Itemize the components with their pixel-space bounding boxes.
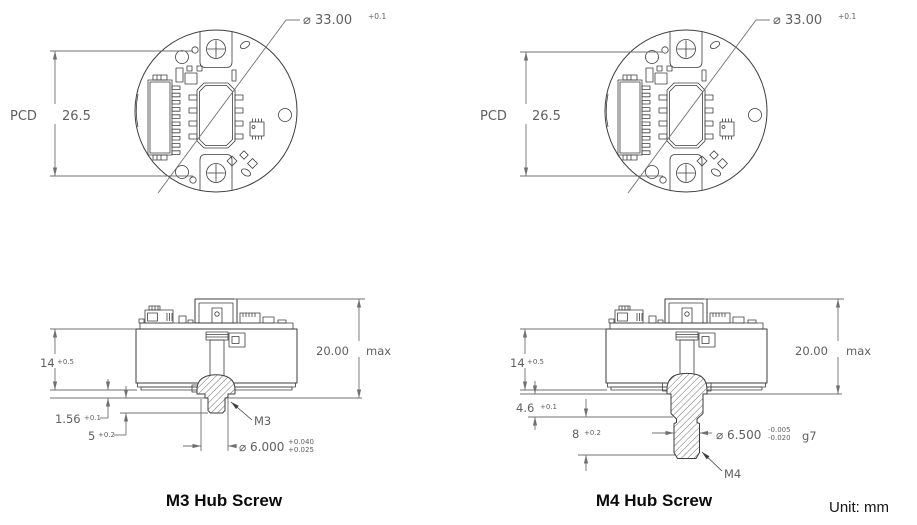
- m3-caption: M3 Hub Screw: [165, 491, 283, 510]
- m3-screw-protrusion: 5: [88, 429, 96, 443]
- m4-overall-height-qualifier: max: [846, 344, 872, 358]
- m4-hub-screw-section: [667, 373, 707, 458]
- m4-pilot-diameter-fit: g7: [802, 429, 817, 443]
- m3-head-protrusion-tol: +0.1: [84, 414, 101, 422]
- pcd-label-right: PCD: [480, 109, 507, 124]
- m3-hub-screw-section: [197, 375, 235, 413]
- m4-screw-protrusion-tol: +0.2: [584, 429, 601, 437]
- m3-screw-protrusion-tol: +0.2: [98, 431, 115, 439]
- m4-overall-height: 20.00: [795, 344, 828, 358]
- unit-label: Unit: mm: [829, 499, 889, 516]
- pcd-value-right: 26.5: [532, 109, 561, 124]
- m3-body-height: 14: [40, 356, 55, 370]
- pcb-top-view-right: [605, 20, 770, 193]
- m4-body-height-tol: +0.5: [527, 358, 544, 366]
- m4-screw-protrusion: 8: [572, 427, 580, 441]
- m3-thread-label: M3: [254, 414, 272, 428]
- m3-overall-height-qualifier: max: [366, 344, 392, 358]
- m4-pilot-diameter: ⌀ 6.500: [716, 428, 762, 442]
- diameter-label-left: ⌀ 33.00: [303, 13, 353, 28]
- m3-leader: [231, 402, 252, 420]
- m4-leader: [702, 452, 722, 471]
- diameter-label-right: ⌀ 33.00: [773, 13, 823, 28]
- m4-step-height: 4.6: [516, 401, 535, 415]
- pcd-label-left: PCD: [10, 109, 37, 124]
- m4-thread-label: M4: [724, 467, 742, 481]
- m3-hub-diameter-tol-lower: +0.025: [288, 446, 314, 454]
- diameter-tolerance-right: +0.1: [838, 12, 857, 21]
- m3-head-protrusion: 1.56: [55, 412, 81, 426]
- pcb-top-view-left: [135, 20, 300, 193]
- m4-pilot-diameter-tol-lower: -0.020: [768, 434, 791, 442]
- diameter-tolerance-left: +0.1: [368, 12, 387, 21]
- m4-caption: M4 Hub Screw: [595, 491, 713, 510]
- m3-hub-diameter: ⌀ 6.000: [239, 440, 285, 454]
- m4-step-height-tol: +0.1: [540, 403, 557, 411]
- m3-overall-height: 20.00: [316, 344, 349, 358]
- m4-pilot-diameter-tol-upper: -0.005: [768, 426, 791, 434]
- side-view-m3: [50, 299, 365, 451]
- m4-body-height: 14: [510, 356, 525, 370]
- m3-hub-diameter-tol-upper: +0.040: [288, 438, 314, 446]
- pcd-value-left: 26.5: [62, 109, 91, 124]
- m3-body-height-tol: +0.5: [57, 358, 74, 366]
- side-view-m4: [520, 299, 844, 471]
